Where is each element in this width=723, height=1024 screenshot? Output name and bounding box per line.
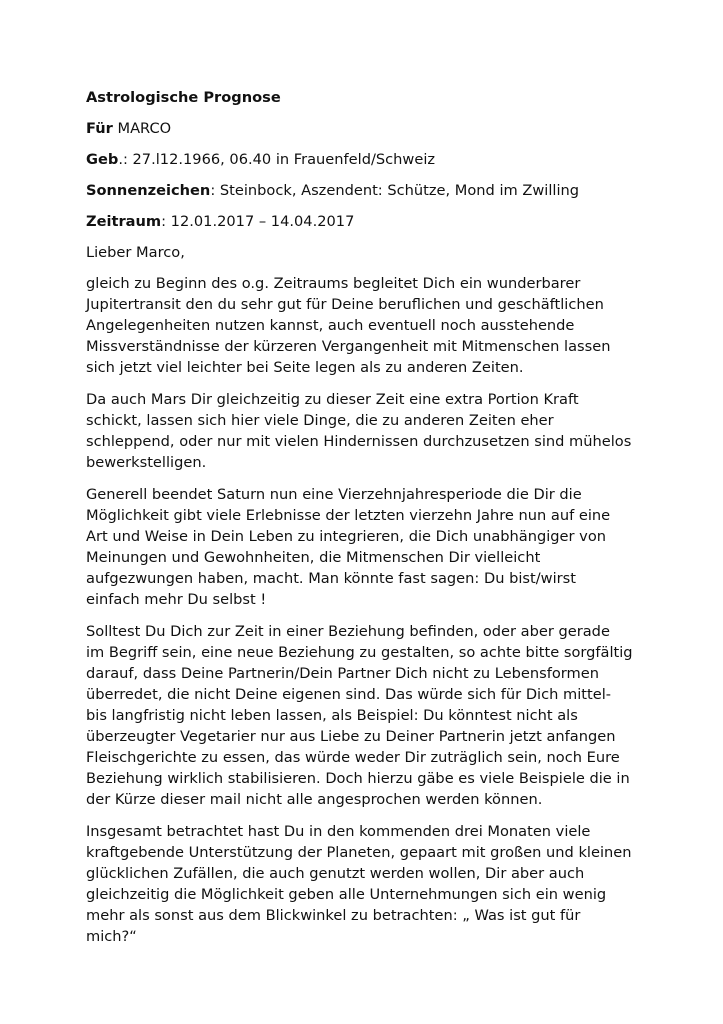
sun-sign-label: Sonnenzeichen — [86, 182, 211, 199]
paragraph-line: Da auch Mars Dir gleichzeitig zu dieser Zeit eine extra Portion Kraft — [86, 391, 579, 408]
body-paragraph — [86, 484, 646, 610]
period-line — [86, 211, 646, 232]
body-paragraph — [86, 821, 646, 947]
document-page — [86, 87, 646, 958]
birth-line — [86, 149, 646, 170]
paragraph-line: überzeugter Vegetarier nur aus Liebe zu Deiner Partnerin jetzt anfangen — [86, 728, 616, 745]
paragraph-line: sich jetzt viel leichter bei Seite legen als zu anderen Zeiten. — [86, 359, 524, 376]
paragraph-line: darauf, dass Deine Partnerin/Dein Partner Dich nicht zu Lebensformen — [86, 665, 599, 682]
body-text — [86, 273, 646, 947]
paragraph-line: Meinungen und Gewohnheiten, die Mitmenschen Dir vielleicht — [86, 549, 541, 566]
birth-label: Geb — [86, 151, 119, 168]
body-paragraph — [86, 273, 646, 378]
paragraph-line: glücklichen Zufällen, die auch genutzt werden wollen, Dir aber auch — [86, 865, 585, 882]
paragraph-line: Generell beendet Saturn nun eine Vierzehnjahresperiode die Dir die — [86, 486, 582, 503]
document-title — [86, 87, 646, 108]
salutation: Lieber Marco, — [86, 244, 185, 261]
paragraph-line: bis langfristig nicht leben lassen, als Beispiel: Du könntest nicht als — [86, 707, 578, 724]
paragraph-line: der Kürze dieser mail nicht alle angesprochen werden können. — [86, 791, 543, 808]
period-label: Zeitraum — [86, 213, 162, 230]
title-text: Astrologische Prognose — [86, 89, 281, 106]
paragraph-line: aufgezwungen haben, macht. Man könnte fast sagen: Du bist/wirst — [86, 570, 576, 587]
paragraph-line: Angelegenheiten nutzen kannst, auch eventuell noch ausstehende — [86, 317, 575, 334]
paragraph-line: schleppend, oder nur mit vielen Hindernissen durchzusetzen sind mühelos — [86, 433, 632, 450]
body-paragraph — [86, 389, 646, 473]
paragraph-line: Beziehung wirklich stabilisieren. Doch hierzu gäbe es viele Beispiele die in — [86, 770, 630, 787]
paragraph-line: im Begriff sein, eine neue Beziehung zu gestalten, so achte bitte sorgfältig — [86, 644, 633, 661]
paragraph-line: gleichzeitig die Möglichkeit geben alle Unternehmungen sich ein wenig — [86, 886, 607, 903]
paragraph-line: Art und Weise in Dein Leben zu integrieren, die Dich unabhängiger von — [86, 528, 606, 545]
paragraph-line: Solltest Du Dich zur Zeit in einer Beziehung befinden, oder aber gerade — [86, 623, 610, 640]
paragraph-line: überredet, die nicht Deine eigenen sind. Das würde sich für Dich mittel- — [86, 686, 612, 703]
sun-sign-value: : Steinbock, Aszendent: Schütze, Mond im Zwilling — [210, 182, 580, 199]
paragraph-line: kraftgebende Unterstützung der Planeten, gepaart mit großen und kleinen — [86, 844, 632, 861]
paragraph-line: einfach mehr Du selbst ! — [86, 591, 267, 608]
paragraph-line: mehr als sonst aus dem Blickwinkel zu betrachten: „ Was ist gut für — [86, 907, 581, 924]
paragraph-line: Jupitertransit den du sehr gut für Deine beruflichen und geschäftlichen — [86, 296, 604, 313]
sun-sign-line — [86, 180, 646, 201]
paragraph-line: Möglichkeit gibt viele Erlebnisse der letzten vierzehn Jahre nun auf eine — [86, 507, 611, 524]
paragraph-line: gleich zu Beginn des o.g. Zeitraums begleitet Dich ein wunderbarer — [86, 275, 581, 292]
period-value: : 12.01.2017 – 14.04.2017 — [161, 213, 355, 230]
paragraph-line: mich?“ — [86, 928, 137, 945]
recipient-line — [86, 118, 646, 139]
paragraph-line: Insgesamt betrachtet hast Du in den kommenden drei Monaten viele — [86, 823, 591, 840]
recipient-label: Für — [86, 120, 113, 137]
paragraph-line: Fleischgerichte zu essen, das würde weder Dir zuträglich sein, noch Eure — [86, 749, 620, 766]
paragraph-line: bewerkstelligen. — [86, 454, 207, 471]
paragraph-line: Missverständnisse der kürzeren Vergangenheit mit Mitmenschen lassen — [86, 338, 611, 355]
birth-value: .: 27.l12.1966, 06.40 in Frauenfeld/Schweiz — [118, 151, 436, 168]
paragraph-line: schickt, lassen sich hier viele Dinge, die zu anderen Zeiten eher — [86, 412, 554, 429]
recipient-value: MARCO — [112, 120, 172, 137]
body-paragraph — [86, 621, 646, 810]
